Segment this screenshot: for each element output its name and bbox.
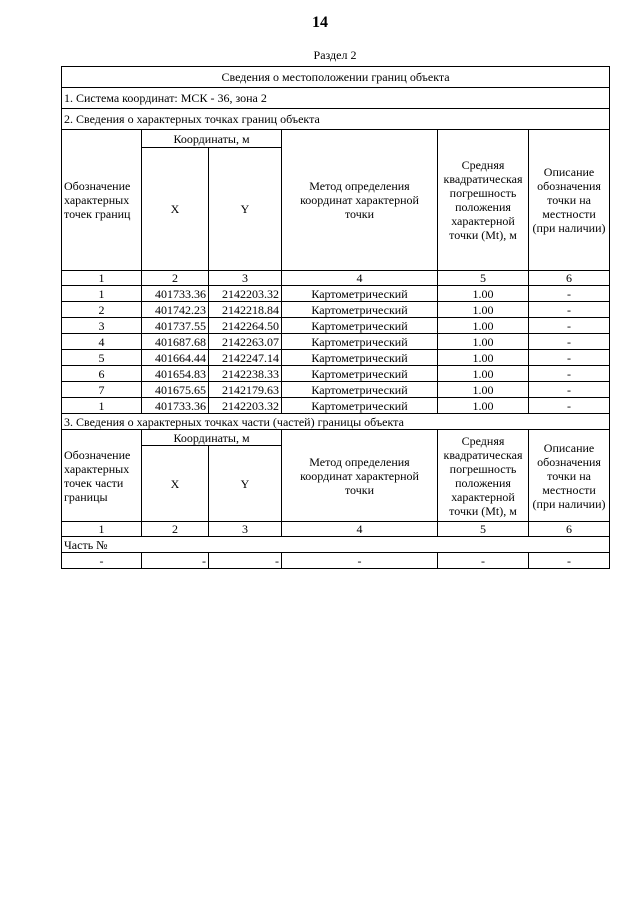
header-y: Y <box>209 446 282 522</box>
point-row <box>62 318 610 334</box>
point-number: 1 <box>62 398 142 414</box>
point-row <box>62 350 610 366</box>
coord-y: 2142238.33 <box>209 366 282 382</box>
point-number: 2 <box>62 302 142 318</box>
coord-x: 401733.36 <box>142 398 209 414</box>
error-cell: 1.00 <box>438 318 529 334</box>
error-cell: 1.00 <box>438 382 529 398</box>
column-number: 4 <box>282 271 438 286</box>
method-cell: Картометрический <box>282 286 438 302</box>
coord-x: 401664.44 <box>142 350 209 366</box>
header-error: Средняя квадратическая погрешность положения характерной точки (Mt), м <box>438 130 529 271</box>
point-number: 3 <box>62 318 142 334</box>
header-description: Описание обозначения точки на местности (при наличии) <box>529 430 610 522</box>
part-body <box>62 553 610 569</box>
error-cell: 1.00 <box>438 286 529 302</box>
point-number: 7 <box>62 382 142 398</box>
page-number: 14 <box>312 14 328 31</box>
coord-y: 2142218.84 <box>209 302 282 318</box>
point-number: 5 <box>62 350 142 366</box>
header-x: X <box>142 446 209 522</box>
point-row <box>62 334 610 350</box>
error-cell: 1.00 <box>438 334 529 350</box>
method-cell: Картометрический <box>282 350 438 366</box>
header-description: Описание обозначения точки на местности (при наличии) <box>529 130 610 271</box>
point-number: 6 <box>62 366 142 382</box>
column-number: 5 <box>438 522 529 537</box>
error-cell: 1.00 <box>438 398 529 414</box>
point-row <box>62 382 610 398</box>
coord-x: 401687.68 <box>142 334 209 350</box>
description-cell: - <box>529 334 610 350</box>
header-method: Метод определения координат характерной точки <box>282 430 438 522</box>
method-cell: - <box>282 553 438 569</box>
method-cell: Картометрический <box>282 318 438 334</box>
method-cell: Картометрический <box>282 366 438 382</box>
header-part-point-designation: Обозначение характерных точек части границы <box>62 430 142 522</box>
description-cell: - <box>529 553 610 569</box>
header-error: Средняя квадратическая погрешность положения характерной точки (Mt), м <box>438 430 529 522</box>
column-number: 1 <box>62 271 142 286</box>
column-number: 3 <box>209 522 282 537</box>
coord-x: 401733.36 <box>142 286 209 302</box>
coord-x: - <box>142 553 209 569</box>
coord-x: 401742.23 <box>142 302 209 318</box>
method-cell: Картометрический <box>282 334 438 350</box>
error-cell: - <box>438 553 529 569</box>
coord-y: 2142263.07 <box>209 334 282 350</box>
coord-y: 2142203.32 <box>209 398 282 414</box>
coord-y: - <box>209 553 282 569</box>
header-coordinates: Координаты, м <box>142 130 282 148</box>
points-body <box>62 286 610 414</box>
header-y: Y <box>209 148 282 271</box>
point-row <box>62 302 610 318</box>
coord-y: 2142264.50 <box>209 318 282 334</box>
column-number: 3 <box>209 271 282 286</box>
error-cell: 1.00 <box>438 302 529 318</box>
coord-y: 2142179.63 <box>209 382 282 398</box>
column-number: 2 <box>142 271 209 286</box>
description-cell: - <box>529 302 610 318</box>
column-number: 4 <box>282 522 438 537</box>
point-row <box>62 366 610 382</box>
part-label: Часть № <box>62 537 610 553</box>
point-row <box>62 286 610 302</box>
point-number: 4 <box>62 334 142 350</box>
section-label: Раздел 2 <box>313 48 357 62</box>
coord-y: 2142203.32 <box>209 286 282 302</box>
header-method: Метод определения координат характерной точки <box>282 130 438 271</box>
description-cell: - <box>529 366 610 382</box>
point-number: 1 <box>62 286 142 302</box>
method-cell: Картометрический <box>282 382 438 398</box>
method-cell: Картометрический <box>282 302 438 318</box>
description-cell: - <box>529 382 610 398</box>
coord-x: 401654.83 <box>142 366 209 382</box>
boundary-table <box>61 66 610 569</box>
method-cell: Картометрический <box>282 398 438 414</box>
header-coordinates: Координаты, м <box>142 430 282 446</box>
column-number: 6 <box>529 522 610 537</box>
column-number: 1 <box>62 522 142 537</box>
description-cell: - <box>529 318 610 334</box>
column-number: 6 <box>529 271 610 286</box>
part-row <box>62 553 610 569</box>
table-title: Сведения о местоположении границ объекта <box>62 67 610 88</box>
header-x: X <box>142 148 209 271</box>
coordinate-system: 1. Система координат: МСК - 36, зона 2 <box>62 88 610 109</box>
description-cell: - <box>529 398 610 414</box>
coord-y: 2142247.14 <box>209 350 282 366</box>
section-3-heading: 3. Сведения о характерных точках части (частей) границы объекта <box>62 414 610 430</box>
point-row <box>62 398 610 414</box>
section-2-heading: 2. Сведения о характерных точках границ объекта <box>62 109 610 130</box>
coord-x: 401675.65 <box>142 382 209 398</box>
header-point-designation: Обозначение характерных точек границ <box>62 130 142 271</box>
error-cell: 1.00 <box>438 366 529 382</box>
coord-x: 401737.55 <box>142 318 209 334</box>
description-cell: - <box>529 350 610 366</box>
column-number: 5 <box>438 271 529 286</box>
column-number: 2 <box>142 522 209 537</box>
error-cell: 1.00 <box>438 350 529 366</box>
description-cell: - <box>529 286 610 302</box>
point-number: - <box>62 553 142 569</box>
